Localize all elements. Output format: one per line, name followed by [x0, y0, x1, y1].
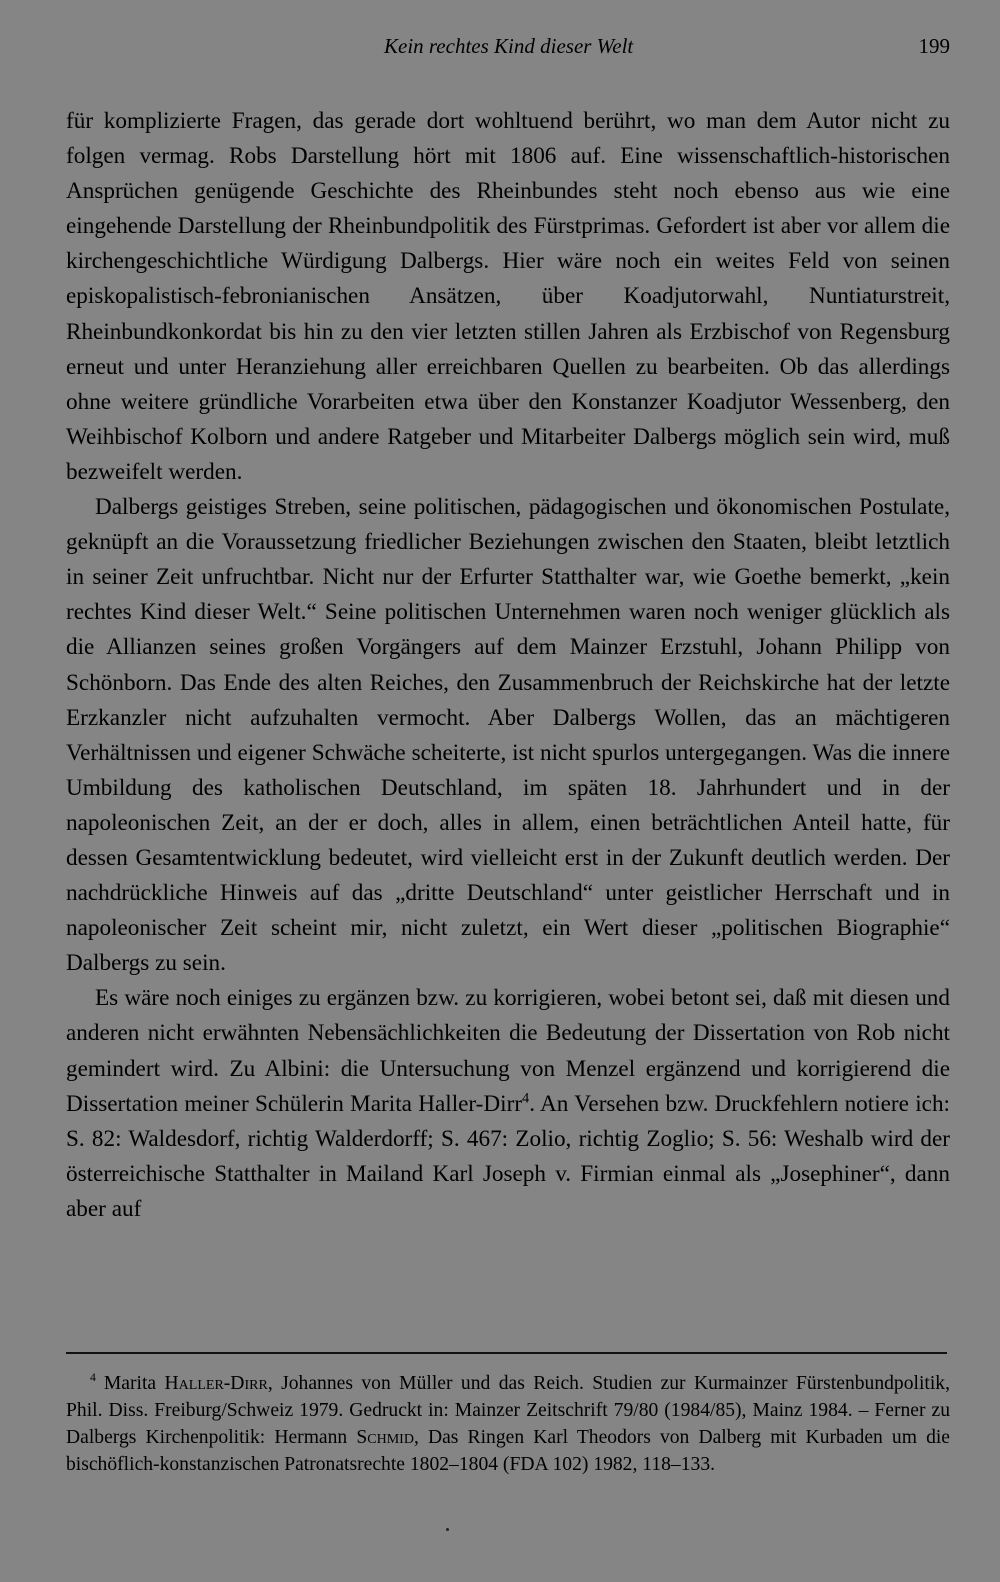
footnote-text: , Johannes von Müller und das Reich. Studien zur Kurmainzer Fürstenbundpolitik, Phil. Diss. Freiburg/Schweiz 1979. Gedruckt in: Mainzer Zeitschrift 79/80 (1984/85), Mainz 1984. – Ferner zu Dalbergs Kirchenpolitik: Hermann — [66, 1373, 950, 1448]
footnote-marker: 4 — [90, 1371, 96, 1385]
print-speck — [446, 1528, 449, 1531]
paragraph: für komplizierte Fragen, das gerade dort wohltuend berührt, wo man dem Autor nicht zu folgen vermag. Robs Darstellung hört mit 1806 auf. Eine wissenschaftlich-historischen Ansprüchen genügende Geschichte des Rheinbundes steht noch ebenso aus wie eine eingehende Darstellung der Rheinbundpolitik des Fürstprimas. Gefordert ist aber vor allem die kirchengeschichtliche Würdigung Dalbergs. Hier wäre noch ein weites Feld von seinen episkopalistisch-febronianischen Ansätzen, über Koadjutorwahl, Nuntiaturstreit, Rheinbundkonkordat bis hin zu den vier letzten stillen Jahren als Erzbischof von Regensburg erneut und unter Heranziehung aller erreichbaren Quellen zu bearbeiten. Ob das allerdings ohne weitere gründliche Vorarbeiten etwa über den Konstanzer Koadjutor Wessenberg, den Weihbischof Kolborn und andere Ratgeber und Mitarbeiter Dalbergs möglich sein wird, muß bezweifelt werden. — [66, 108, 950, 485]
paragraph-text: Es wäre noch einiges zu ergänzen bzw. zu korrigieren, wobei betont sei, daß mit diesen und anderen nicht erwähnten Nebensächlichkeiten die Bedeutung der Dissertation von Rob nicht gemindert wird. Zu Albini: die Untersuchung von Menzel ergänzend und korrigierend die Dissertation meiner Schülerin Marita Haller-Dirr — [66, 985, 950, 1117]
footnote-separator — [66, 1352, 947, 1354]
paragraph — [66, 981, 950, 1227]
footnote-author-first: Marita — [103, 1373, 157, 1394]
running-head — [66, 34, 950, 64]
paragraph: Dalbergs geistiges Streben, seine politischen, pädagogischen und ökonomischen Postulate, geknüpft an die Voraussetzung friedlicher Beziehungen zwischen den Staaten, bleibt letztlich in seiner Zeit unfruchtbar. Nicht nur der Erfurter Statthalter war, wie Goethe bemerkt, „kein rechtes Kind dieser Welt.“ Seine politischen Unternehmen waren noch weniger glücklich als die Allianzen seines großen Vorgängers auf dem Mainzer Erzstuhl, Johann Philipp von Schönborn. Das Ende des alten Reiches, den Zusammenbruch der Reichskirche hat der letzte Erzkanzler nicht aufzuhalten vermocht. Aber Dalbergs Wollen, das an mächtigeren Verhältnissen und eigener Schwäche scheiterte, ist nicht spurlos untergegangen. Was die innere Umbildung des katholischen Deutschland, im späten 18. Jahrhundert und in der napoleonischen Zeit, an der er doch, alles in allem, einen beträchtlichen Anteil hatte, für dessen Gesamtentwicklung bedeutet, wird vielleicht erst in der Zukunft deutlich werden. Der nachdrückliche Hinweis auf das „dritte Deutschland“ unter geistlicher Herrschaft und in napoleonischer Zeit scheint mir, nicht zuletzt, ein Wert dieser „politischen Biographie“ Dalbergs zu sein. — [66, 494, 950, 977]
footnote-author2-last: Schmid — [356, 1426, 414, 1448]
footnote-text: , Das Ringen Karl Theodors von Dalberg mit Kurbaden um die bischöflich-konstanzischen Patronatsrechte 1802–1804 (FDA 102) 1982, 118–133. — [66, 1426, 951, 1475]
paragraph-text: . An Versehen bzw. Druckfehlern notiere ich: S. 82: Waldesdorf, richtig Walderdorff; S. 467: Zolio, richtig Zoglio; S. 56: Weshalb wird der österreichische Statthalter in Mailand Karl Joseph v. Firmian einmal als „Josephiner“, dann aber auf — [66, 1090, 950, 1222]
main-text — [66, 104, 950, 1227]
page-number: 199 — [918, 34, 950, 58]
footnote — [66, 1371, 950, 1479]
running-title: Kein rechtes Kind dieser Welt — [384, 34, 634, 58]
footnotes — [66, 1371, 950, 1479]
footnote-author-last: Haller-Dirr — [164, 1373, 268, 1394]
footnote-reference: 4 — [522, 1089, 530, 1106]
